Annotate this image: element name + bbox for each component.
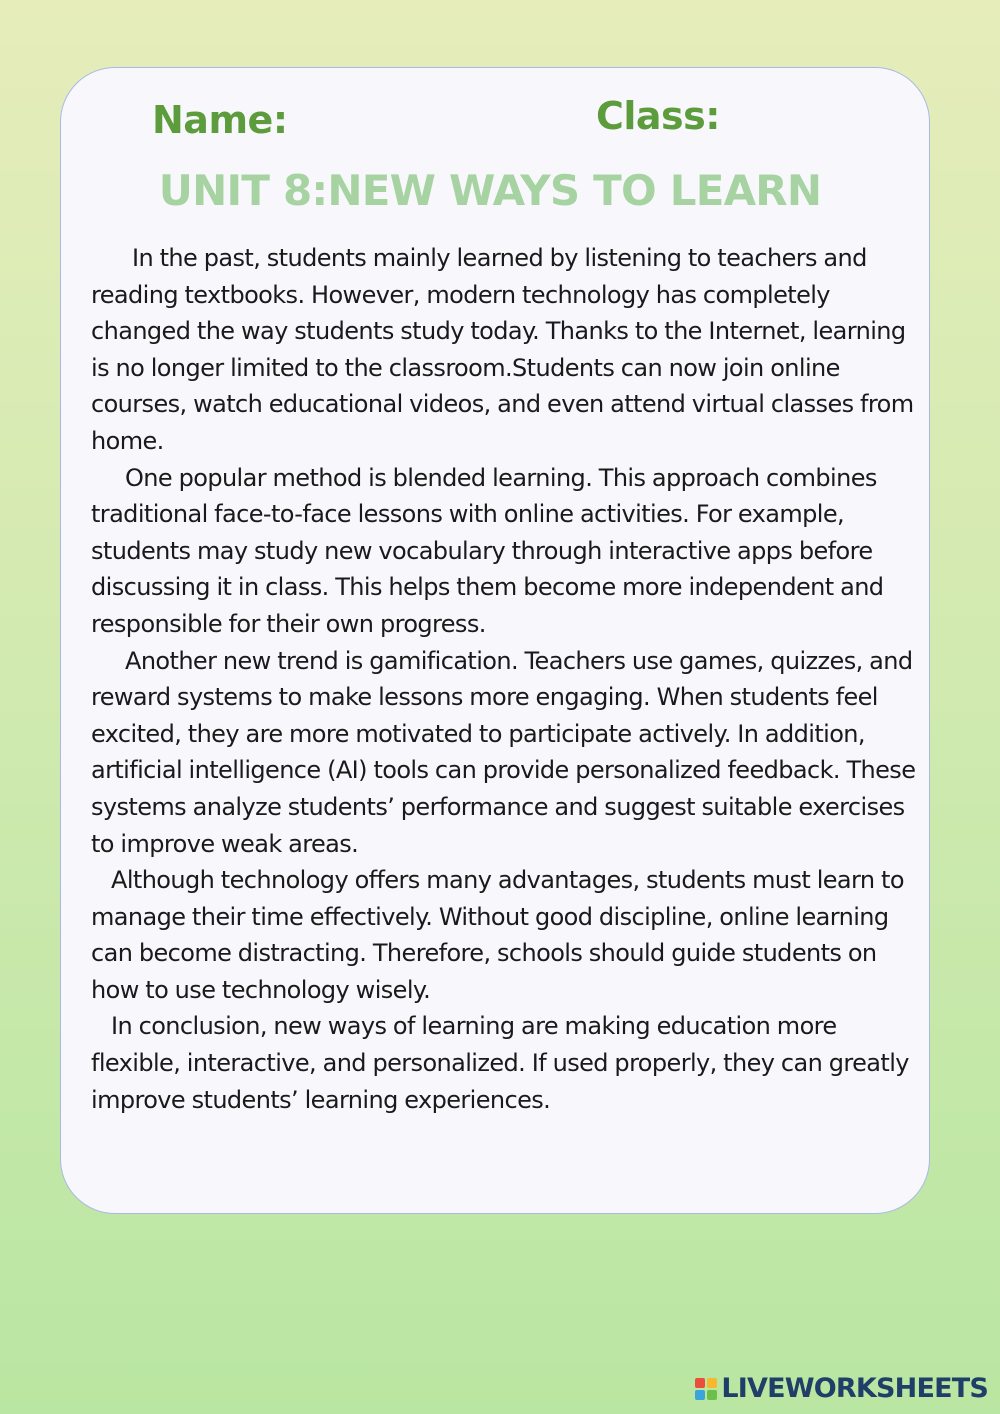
name-label: Name: [152, 98, 288, 142]
paragraph-2: One popular method is blended learning. This approach combines traditional face-to-face lessons with online activities. For example, students may study new vocabulary through interactive apps before discussing it in class. This helps them become more independent and responsible for their own progress. [91, 463, 884, 638]
paragraph-1: In the past, students mainly learned by listening to teachers and reading textbooks. However, modern technology has completely changed the way students study today. Thanks to the Internet, learning is no longer limited to the classroom.Students can now join online courses, watch educational videos, and even attend virtual classes from home. [91, 244, 914, 455]
paragraph-3: Another new trend is gamification. Teachers use games, quizzes, and reward systems to make lessons more engaging. When students feel excited, they are more motivated to participate actively. In addition, artificial intelligence (AI) tools can provide personalized feedback. These systems analyze students’ performance and suggest suitable exercises to improve weak areas. [91, 646, 916, 858]
reading-passage [91, 240, 921, 1118]
liveworksheets-logo-icon [695, 1378, 717, 1400]
paragraph-5: In conclusion, new ways of learning are making education more flexible, interactive, and personalized. If used properly, they can greatly improve students’ learning experiences. [91, 1012, 909, 1114]
paragraph-4: Although technology offers many advantages, students must learn to manage their time effectively. Without good discipline, online learning can become distracting. Therefore, schools should guide students on how to use technology wisely. [91, 866, 904, 1004]
liveworksheets-brand [695, 1373, 988, 1404]
class-label: Class: [596, 94, 720, 138]
brand-name: LIVEWORKSHEETS [721, 1373, 988, 1404]
page-title: UNIT 8:NEW WAYS TO LEARN [158, 166, 822, 215]
